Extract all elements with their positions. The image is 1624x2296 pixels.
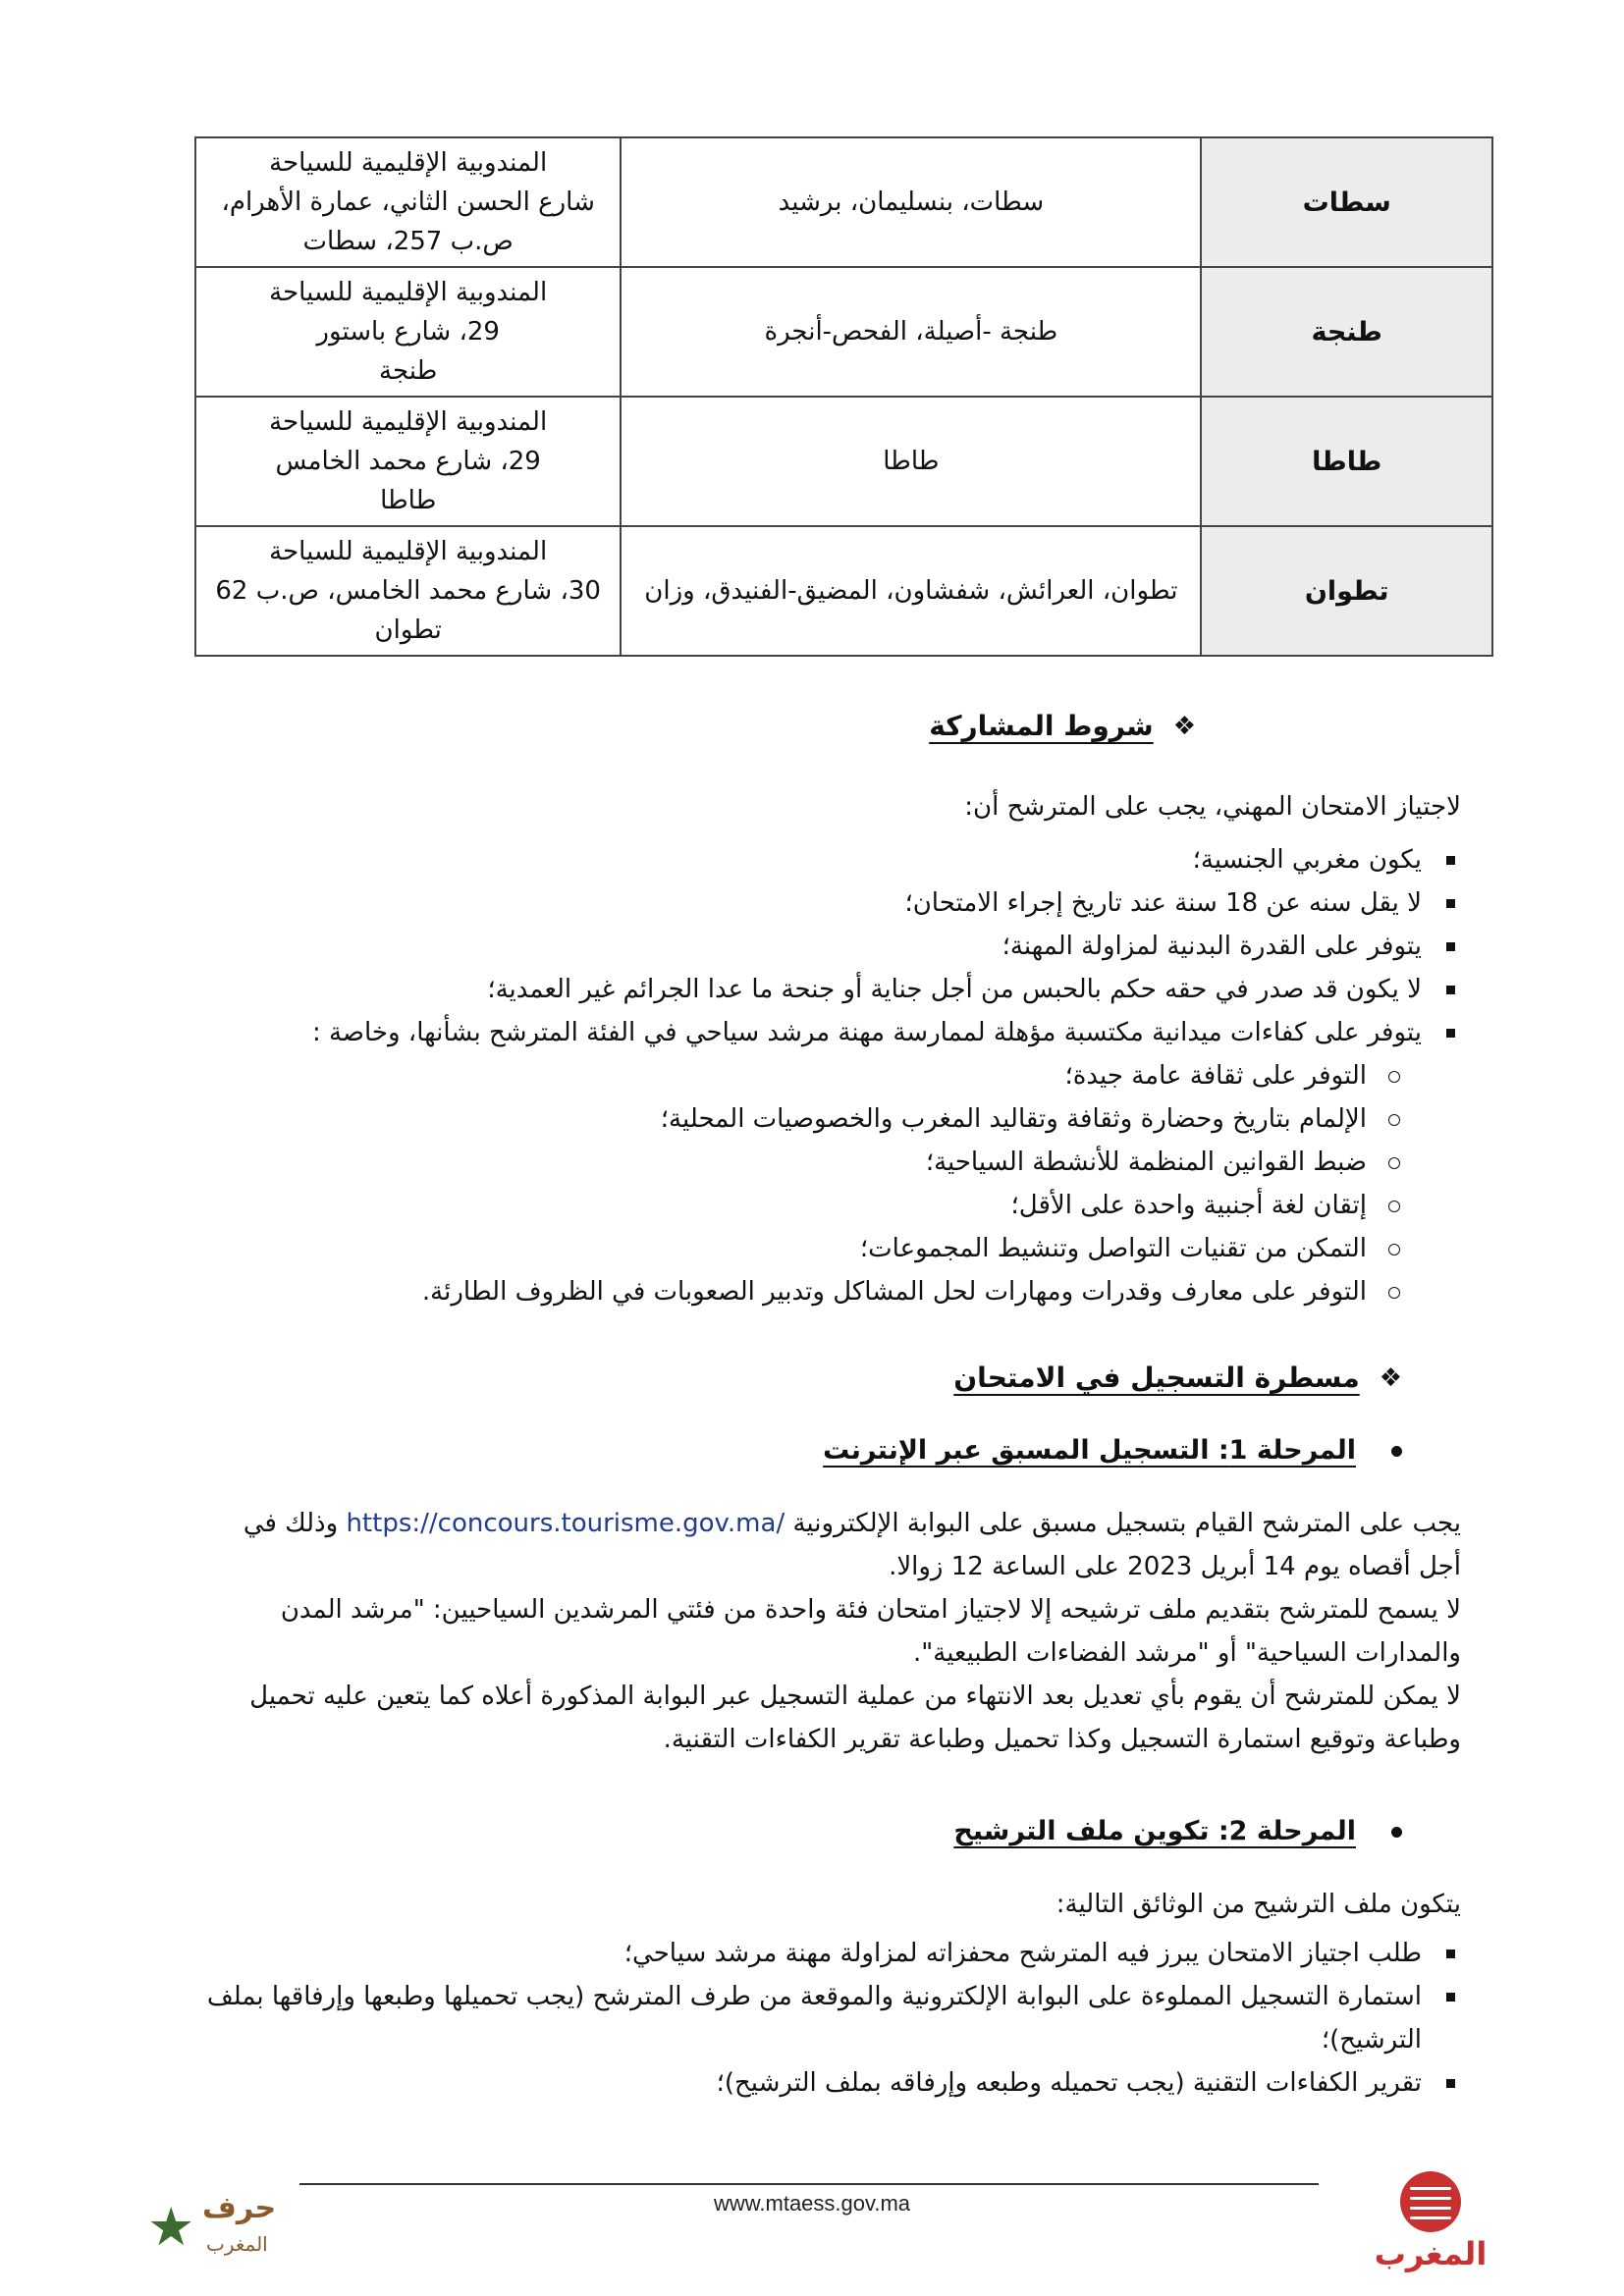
address-line: المندوبية الإقليمية للسياحة bbox=[269, 148, 548, 178]
address-line: طاطا bbox=[380, 486, 437, 515]
region-cell: طنجة bbox=[1201, 267, 1492, 397]
cities-cell: تطوان، العرائش، شفشاون، المضيق-الفنيدق، وزان bbox=[621, 526, 1201, 656]
stage2-title: المرحلة 2: تكوين ملف الترشيح bbox=[953, 1816, 1356, 1846]
section-heading bbox=[929, 705, 1196, 748]
region-cell: تطوان bbox=[1201, 526, 1492, 656]
list-item: استمارة التسجيل المملوءة على البوابة الإلكترونية والموقعة من طرف المترشح (يجب تحميلها وطبعها وإرفاقها بملف الترشيح)؛ bbox=[194, 1975, 1461, 2061]
stage1-heading bbox=[823, 1429, 1402, 1472]
list-item: تقرير الكفاءات التقنية (يجب تحميله وطبعه وإرفاقه بملف الترشيح)؛ bbox=[194, 2061, 1461, 2105]
stage1-paragraph-3: لا يمكن للمترشح أن يقوم بأي تعديل بعد الانتهاء من عملية التسجيل عبر البوابة المذكورة أعلاه كما يتعين عليه تحميل وطباعة وتوقيع استمارة التسجيل وكذا تحميل وطباعة تقرير الكفاءات التقنية. bbox=[249, 1682, 1461, 1754]
stage1-body bbox=[194, 1502, 1461, 1761]
conditions-heading: شروط المشاركة bbox=[929, 710, 1154, 742]
address-line: 29، شارع محمد الخامس bbox=[275, 447, 541, 476]
footer-divider bbox=[299, 2183, 1319, 2185]
crafts-logo-line1: حرف bbox=[202, 2191, 277, 2225]
address-line: شارع الحسن الثاني، عمارة الأهرام، bbox=[221, 187, 595, 217]
table-row bbox=[195, 397, 1492, 526]
address-line: طنجة bbox=[379, 356, 438, 386]
address-line: 30، شارع محمد الخامس، ص.ب 62 bbox=[215, 576, 601, 606]
table-row bbox=[195, 137, 1492, 267]
paragraph-text: يجب على المترشح القيام بتسجيل مسبق على البوابة الإلكترونية bbox=[792, 1509, 1461, 1538]
stage1-paragraph-2: لا يسمح للمترشح بتقديم ملف ترشيحه إلا لاجتياز امتحان فئة واحدة من فئتي المرشدين السياحيين: "مرشد المدن والمدارات السياحية" أو "مرشد الفضاءات الطبيعية". bbox=[280, 1595, 1461, 1668]
list-item: طلب اجتياز الامتحان يبرز فيه المترشح محفزاته لمزاولة مهنة مرشد سياحي؛ bbox=[194, 1932, 1461, 1975]
list-item: يتوفر على كفاءات ميدانية مكتسبة مؤهلة لممارسة مهنة مرشد سياحي في الفئة المترشح بشأنها، وخاصة : bbox=[194, 1011, 1461, 1054]
list-item: يتوفر على القدرة البدنية لمزاولة المهنة؛ bbox=[194, 925, 1461, 968]
stage2-heading bbox=[953, 1810, 1402, 1853]
region-cell: سطات bbox=[1201, 137, 1492, 267]
list-item: التمكن من تقنيات التواصل وتنشيط المجموعات؛ bbox=[194, 1227, 1461, 1270]
list-item: إتقان لغة أجنبية واحدة على الأقل؛ bbox=[194, 1184, 1461, 1227]
address-line: المندوبية الإقليمية للسياحة bbox=[269, 407, 548, 437]
stage2-heading-row bbox=[194, 1810, 1461, 1849]
registration-heading: مسطرة التسجيل في الامتحان bbox=[953, 1362, 1360, 1394]
table-row bbox=[195, 267, 1492, 397]
conditions-body bbox=[194, 785, 1461, 1313]
address-cell bbox=[195, 397, 621, 526]
conditions-section bbox=[194, 705, 1461, 744]
stage1-heading-row bbox=[194, 1429, 1461, 1468]
paragraph-text: وذلك في أجل أقصاه يوم 14 أبريل 2023 على الساعة 12 زوالا. bbox=[243, 1509, 1461, 1581]
table-row bbox=[195, 526, 1492, 656]
documents-list bbox=[194, 1932, 1461, 2105]
address-line: 29، شارع باستور bbox=[316, 317, 500, 347]
diamond-bullet-icon: ❖ bbox=[1379, 1363, 1402, 1393]
conditions-list bbox=[194, 838, 1461, 1054]
conditions-intro: لاجتياز الامتحان المهني، يجب على المترشح أن: bbox=[964, 792, 1461, 822]
offices-table bbox=[194, 136, 1493, 657]
stage2-body bbox=[194, 1883, 1461, 2105]
cities-cell: سطات، بنسليمان، برشيد bbox=[621, 137, 1201, 267]
bullet-dot-icon bbox=[1391, 1446, 1402, 1457]
address-cell bbox=[195, 137, 621, 267]
bullet-dot-icon bbox=[1391, 1827, 1402, 1838]
footer-url[interactable]: www.mtaess.gov.ma bbox=[713, 2191, 911, 2216]
morocco-logo-text: المغرب bbox=[1374, 2235, 1488, 2272]
stage1-paragraph-1 bbox=[194, 1502, 1461, 1588]
address-cell bbox=[195, 526, 621, 656]
address-line: تطوان bbox=[374, 615, 442, 645]
crafts-logo bbox=[147, 2187, 285, 2275]
address-line: ص.ب 257، سطات bbox=[302, 227, 514, 256]
address-line: المندوبية الإقليمية للسياحة bbox=[269, 278, 548, 307]
list-item: الإلمام بتاريخ وحضارة وثقافة وتقاليد المغرب والخصوصيات المحلية؛ bbox=[194, 1097, 1461, 1141]
competencies-list bbox=[194, 1054, 1461, 1313]
registration-section bbox=[194, 1357, 1461, 1396]
list-item: التوفر على ثقافة عامة جيدة؛ bbox=[194, 1054, 1461, 1097]
region-cell: طاطا bbox=[1201, 397, 1492, 526]
morocco-logo bbox=[1367, 2171, 1494, 2279]
star-icon: ★ bbox=[147, 2196, 195, 2258]
stage1-title: المرحلة 1: التسجيل المسبق عبر الإنترنت bbox=[823, 1435, 1356, 1466]
address-line: المندوبية الإقليمية للسياحة bbox=[269, 537, 548, 566]
section-heading bbox=[953, 1357, 1402, 1400]
list-item: ضبط القوانين المنظمة للأنشطة السياحية؛ bbox=[194, 1141, 1461, 1184]
stage2-intro: يتكون ملف الترشيح من الوثائق التالية: bbox=[1056, 1890, 1461, 1919]
cities-cell: طاطا bbox=[621, 397, 1201, 526]
address-cell bbox=[195, 267, 621, 397]
portal-link[interactable]: https://concours.tourisme.gov.ma/ bbox=[346, 1509, 785, 1538]
crafts-logo-line2: المغرب bbox=[206, 2232, 268, 2256]
list-item: يكون مغربي الجنسية؛ bbox=[194, 838, 1461, 881]
list-item: لا يقل سنه عن 18 سنة عند تاريخ إجراء الامتحان؛ bbox=[194, 881, 1461, 925]
list-item: لا يكون قد صدر في حقه حكم بالحبس من أجل جناية أو جنحة ما عدا الجرائم غير العمدية؛ bbox=[194, 968, 1461, 1011]
list-item: التوفر على معارف وقدرات ومهارات لحل المشاكل وتدبير الصعوبات في الظروف الطارئة. bbox=[194, 1270, 1461, 1313]
cities-cell: طنجة -أصيلة، الفحص-أنجرة bbox=[621, 267, 1201, 397]
morocco-emblem-icon bbox=[1400, 2171, 1461, 2232]
diamond-bullet-icon: ❖ bbox=[1172, 712, 1196, 741]
